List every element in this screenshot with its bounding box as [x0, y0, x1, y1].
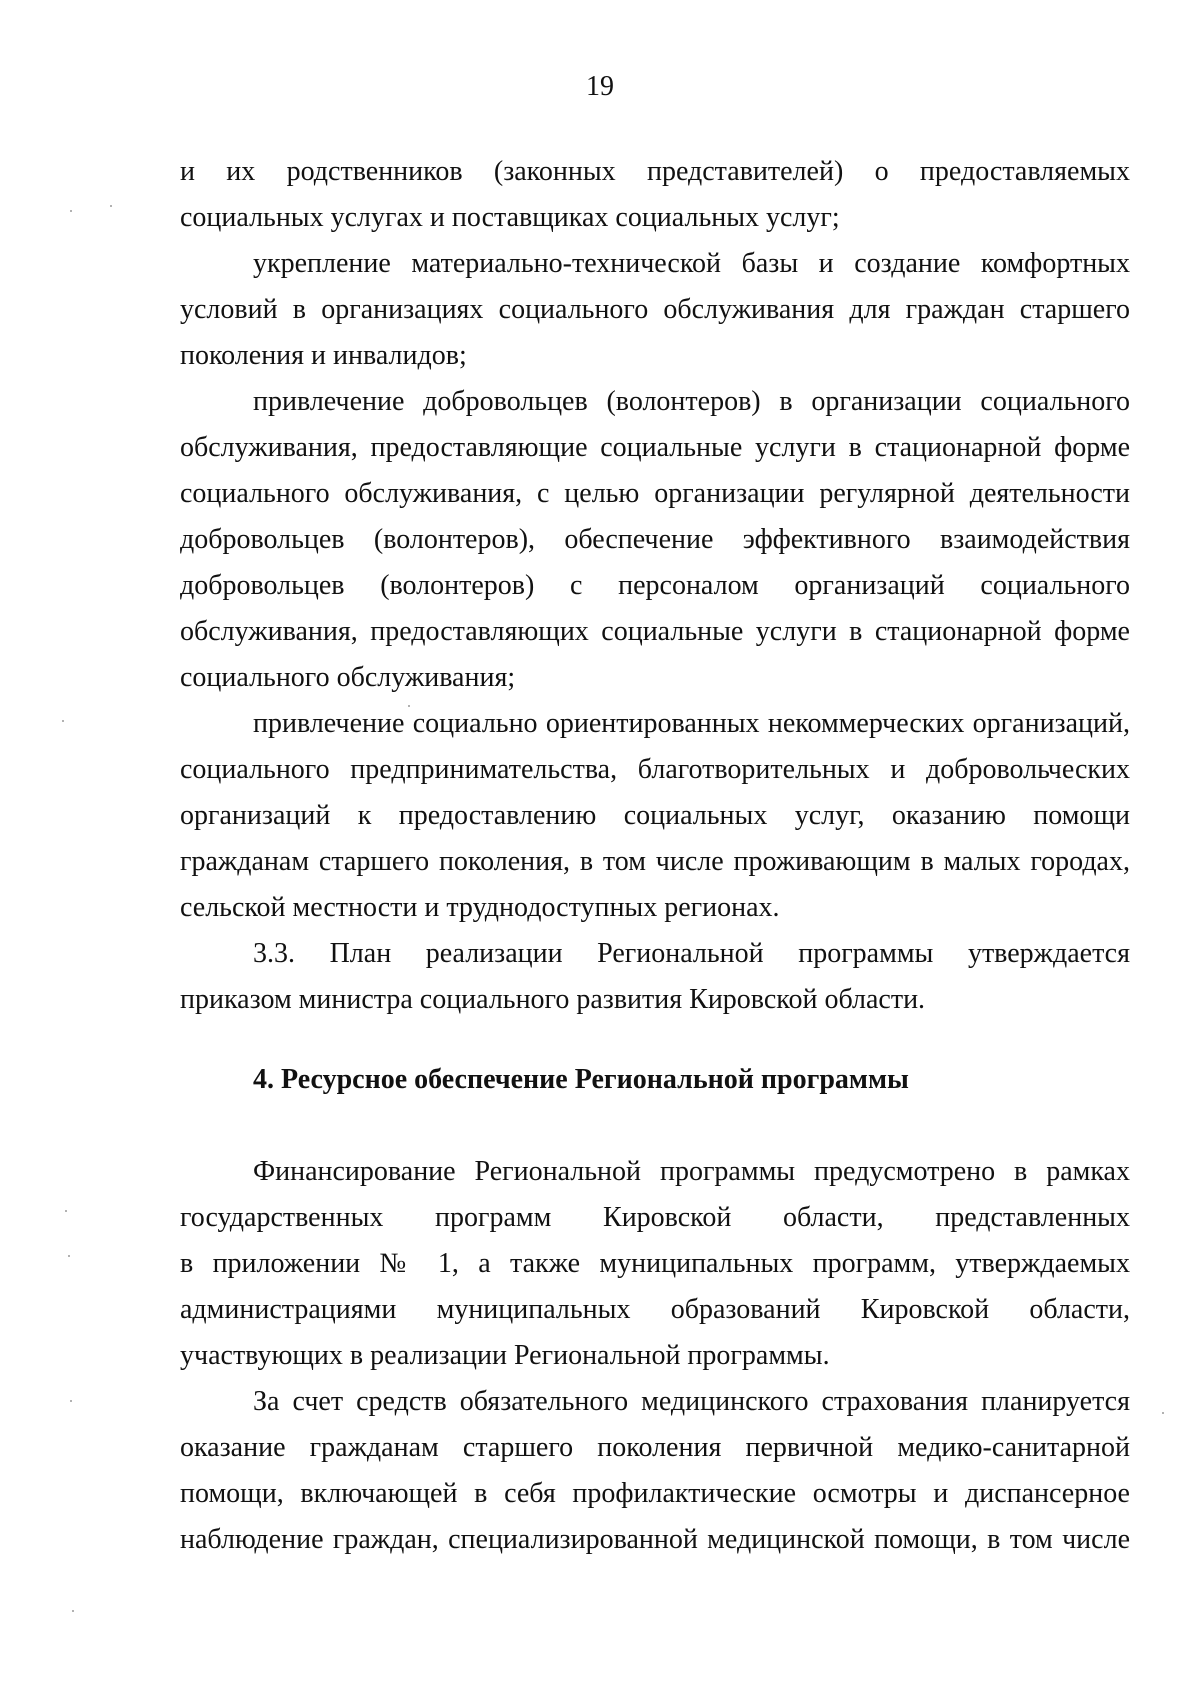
text-line: поколения и инвалидов;: [180, 340, 467, 371]
text-line: условий в организациях социального обслуживания для граждан старшего: [180, 294, 1130, 325]
scan-speck: [72, 1610, 74, 1612]
text-line: администрациями муниципальных образований Кировской области,: [180, 1294, 1130, 1325]
text-line: помощи, включающей в себя профилактические осмотры и диспансерное: [180, 1478, 1130, 1509]
scan-speck: [62, 720, 64, 722]
scan-speck: [68, 1255, 70, 1257]
text-line: Финансирование Региональной программы предусмотрено в рамках: [253, 1156, 1130, 1187]
text-line: социального обслуживания, с целью организации регулярной деятельности: [180, 478, 1130, 509]
scan-speck: [110, 205, 112, 207]
text-line: обслуживания, предоставляющие социальные услуги в стационарной форме: [180, 432, 1130, 463]
text-line: добровольцев (волонтеров) с персоналом организаций социального: [180, 570, 1130, 601]
text-line: 3.3. План реализации Региональной программы утверждается: [253, 938, 1130, 969]
scan-speck: [70, 1400, 72, 1402]
scan-speck: [1162, 1412, 1164, 1414]
text-line: укрепление материально-технической базы и создание комфортных: [253, 248, 1130, 279]
text-line: наблюдение граждан, специализированной медицинской помощи, в том числе: [180, 1524, 1130, 1555]
section-heading: 4. Ресурсное обеспечение Региональной программы: [253, 1064, 909, 1095]
text-line: социального предпринимательства, благотворительных и добровольческих: [180, 754, 1130, 785]
scan-speck: [65, 1210, 67, 1212]
text-line: и их родственников (законных представителей) о предоставляемых: [180, 156, 1130, 187]
text-line: обслуживания, предоставляющих социальные услуги в стационарной форме: [180, 616, 1130, 647]
text-line: в приложении № 1, а также муниципальных программ, утверждаемых: [180, 1248, 1130, 1279]
text-line: привлечение добровольцев (волонтеров) в организации социального: [253, 386, 1130, 417]
text-line: социального обслуживания;: [180, 662, 516, 693]
text-line: гражданам старшего поколения, в том числе проживающим в малых городах,: [180, 846, 1130, 877]
text-line: оказание гражданам старшего поколения первичной медико-санитарной: [180, 1432, 1130, 1463]
text-line: привлечение социально ориентированных некоммерческих организаций,: [253, 708, 1130, 739]
text-line: участвующих в реализации Региональной программы.: [180, 1340, 830, 1371]
text-line: организаций к предоставлению социальных услуг, оказанию помощи: [180, 800, 1130, 831]
text-line: социальных услугах и поставщиках социальных услуг;: [180, 202, 840, 233]
text-line: За счет средств обязательного медицинского страхования планируется: [253, 1386, 1130, 1417]
text-line: сельской местности и труднодоступных регионах.: [180, 892, 780, 923]
text-line: добровольцев (волонтеров), обеспечение эффективного взаимодействия: [180, 524, 1130, 555]
text-line: приказом министра социального развития Кировской области.: [180, 984, 926, 1015]
text-line: государственных программ Кировской области, представленных: [180, 1202, 1130, 1233]
scan-speck: [408, 705, 410, 707]
scan-speck: [70, 210, 72, 212]
page-number: 19: [586, 71, 614, 102]
